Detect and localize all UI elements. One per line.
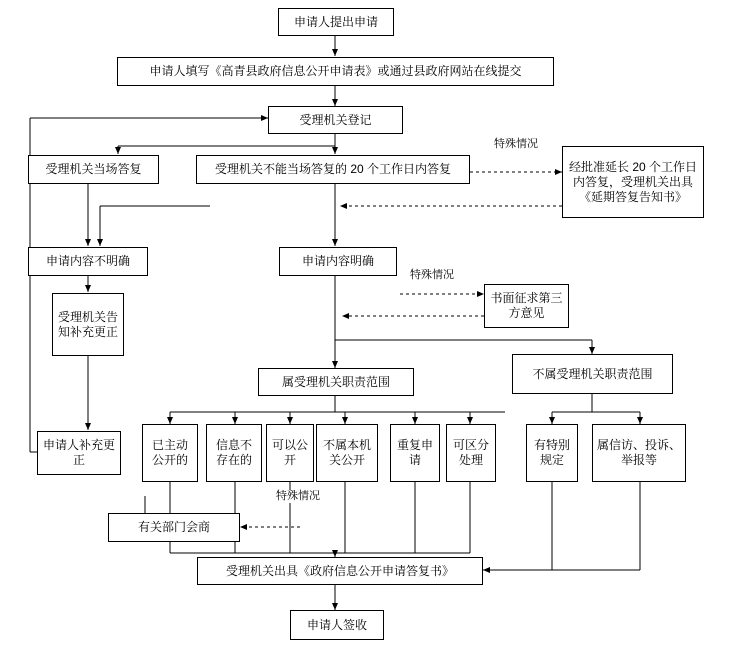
node-书面征求第三方意见[interactable]: [484, 284, 569, 328]
node-label: 不属本机关公开: [322, 438, 371, 467]
node-label: 有特别规定: [533, 438, 570, 467]
edge-label-text: 特殊情况: [494, 138, 538, 150]
node-label: 可以公开: [271, 438, 308, 467]
node-label: 可区分处理: [452, 438, 489, 467]
node-有特别规定[interactable]: [526, 424, 578, 482]
node-label: 申请人签收: [306, 617, 367, 632]
node-可以公开[interactable]: [266, 424, 314, 482]
node-label: 书面征求第三方意见: [490, 291, 563, 320]
node-属信访投诉举报等[interactable]: [592, 424, 686, 482]
node-label: 属信访、投诉、举报等: [597, 438, 682, 467]
node-不属本机关公开[interactable]: [316, 424, 378, 482]
node-label: 申请内容明确: [301, 254, 374, 268]
node-label: 不属受理机关职责范围: [532, 366, 653, 381]
node-出具答复书[interactable]: [197, 557, 483, 585]
node-label: 申请人提出申请: [293, 14, 378, 29]
node-申请内容明确[interactable]: [279, 247, 397, 276]
node-label: 申请内容不明确: [45, 254, 130, 268]
edge-label-特殊情况-1: [486, 138, 546, 151]
edge-label-text: 特殊情况: [276, 490, 320, 502]
node-label: 申请人填写《高青县政府信息公开申请表》或通过县政府网站在线提交: [149, 64, 522, 78]
node-label: 有关部门会商: [137, 520, 210, 534]
node-填写申请表[interactable]: [117, 57, 554, 86]
edge-label-特殊情况-3: [268, 490, 328, 503]
node-20工作日内答复[interactable]: [196, 155, 470, 184]
node-申请人补充更正[interactable]: [37, 431, 121, 475]
node-当场答复[interactable]: [28, 155, 159, 184]
edge-label-text: 特殊情况: [410, 269, 454, 281]
node-有关部门会商[interactable]: [108, 513, 240, 542]
node-受理机关登记[interactable]: [268, 106, 403, 134]
node-label: 受理机关当场答复: [45, 162, 142, 176]
node-label: 受理机关告知补充更正: [57, 309, 118, 339]
node-label: 重复申请: [396, 438, 433, 467]
node-label: 属受理机关职责范围: [281, 374, 390, 389]
node-不属受理机关职责范围[interactable]: [512, 354, 673, 394]
node-属受理机关职责范围[interactable]: [258, 368, 414, 396]
node-申请内容不明确[interactable]: [28, 247, 148, 276]
node-申请人提出申请[interactable]: [278, 8, 394, 36]
node-label: 经批准延长 20 个工作日内答复，受理机关出具《延期答复告知书》: [568, 159, 698, 204]
node-label: 受理机关登记: [299, 112, 372, 127]
node-已主动公开的[interactable]: [142, 424, 198, 482]
node-信息不存在的[interactable]: [206, 424, 262, 482]
node-label: 受理机关不能当场答复的 20 个工作日内答复: [214, 162, 452, 176]
node-label: 受理机关出具《政府信息公开申请答复书》: [225, 563, 454, 578]
edge-label-特殊情况-2: [402, 269, 462, 282]
node-label: 信息不存在的: [215, 438, 252, 467]
node-申请人签收[interactable]: [290, 610, 384, 640]
node-重复申请[interactable]: [390, 424, 440, 482]
node-告知补充更正[interactable]: [52, 293, 124, 356]
node-可区分处理[interactable]: [446, 424, 496, 482]
node-延期答复[interactable]: [562, 146, 704, 218]
node-label: 已主动公开的: [151, 438, 188, 467]
node-label: 申请人补充更正: [42, 438, 115, 467]
